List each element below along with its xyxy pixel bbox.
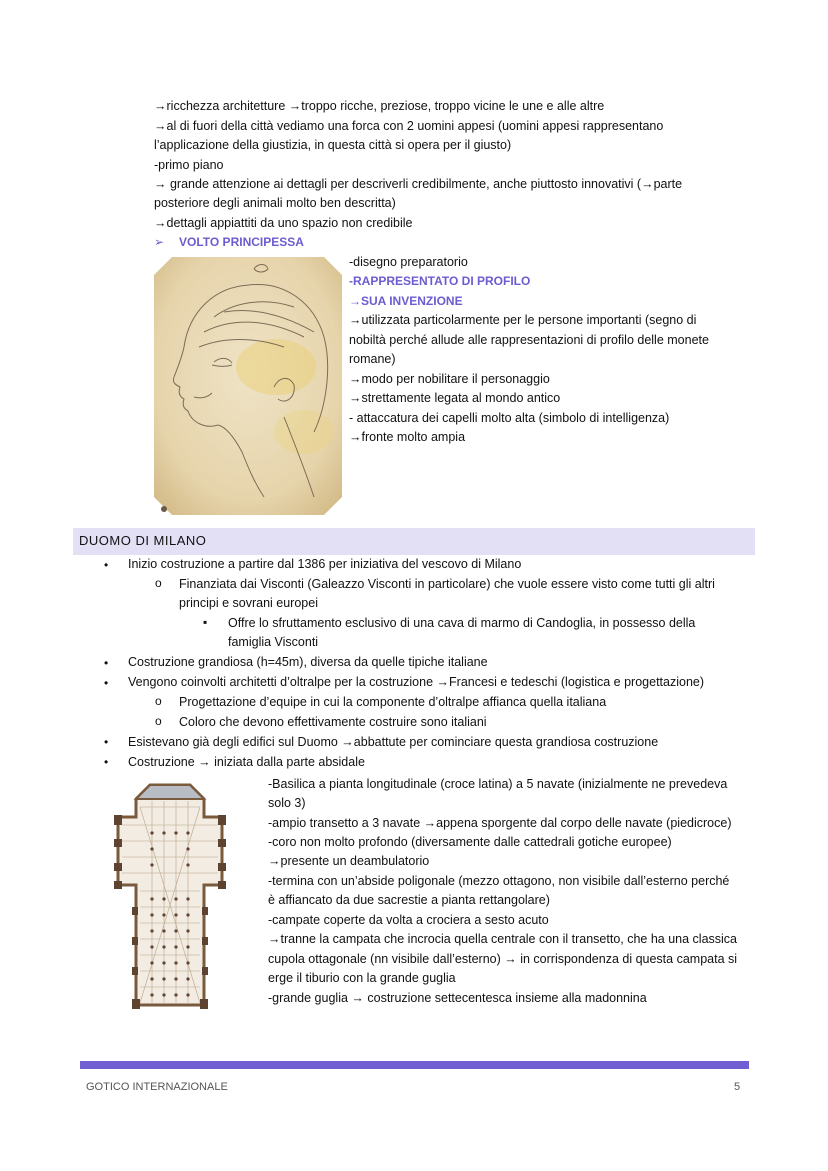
duomo-bullet-5: Costruzione → iniziata dalla parte absidale	[128, 755, 365, 769]
plan-note-5: →presente un deambulatorio	[268, 854, 430, 868]
princess-portrait-image	[154, 257, 342, 515]
plan-note-8: -campate coperte da volta a crociera a sesto acuto	[268, 913, 549, 927]
portrait-note-10: →fronte molto ampia	[349, 430, 466, 444]
bullet-disc: •	[104, 755, 109, 769]
duomo-sub-1b: principi e sovrani europei	[179, 596, 318, 610]
plan-note-4: -coro non molto profondo (diversamente dalle cattedrali gotiche europee)	[268, 835, 672, 849]
heading-volto-principessa: VOLTO PRINCIPESSA	[179, 235, 304, 249]
bullet-circle: o	[155, 694, 162, 708]
section-header-duomo	[73, 528, 755, 555]
bullet-circle: o	[155, 714, 162, 728]
plan-note-12: -grande guglia → costruzione settecentesca insieme alla madonnina	[268, 991, 647, 1005]
portrait-note-9: - attaccatura dei capelli molto alta (simbolo di intelligenza)	[349, 411, 670, 425]
duomo-sub-3a: Progettazione d’equipe in cui la componente d’oltralpe affianca quella italiana	[179, 695, 607, 709]
duomo-bullet-2: Costruzione grandiosa (h=45m), diversa da quelle tipiche italiane	[128, 655, 488, 669]
intro-line-2: →al di fuori della città vediamo una forca con 2 uomini appesi (uomini appesi rappresentano	[154, 119, 664, 133]
portrait-note-7: →modo per nobilitare il personaggio	[349, 372, 550, 386]
plan-note-11: erge il tiburio con la grande guglia	[268, 971, 456, 985]
duomo-sub-2b: famiglia Visconti	[228, 635, 319, 649]
heading-bullet: ➢	[154, 235, 165, 249]
bullet-disc: •	[104, 676, 109, 690]
bullet-square: ▪	[203, 615, 208, 629]
bullet-disc: •	[104, 558, 109, 572]
section-title: DUOMO DI MILANO	[79, 533, 207, 548]
plan-note-10: cupola ottagonale (nn visibile dall’esterno) → in corrispondenza di questa campata si	[268, 952, 738, 966]
portrait-note-2: -RAPPRESENTATO DI PROFILO	[349, 274, 531, 288]
duomo-sub-2a: Offre lo sfruttamento esclusivo di una cava di marmo di Candoglia, in possesso della	[228, 616, 696, 630]
portrait-note-3: →SUA INVENZIONE	[349, 294, 463, 308]
duomo-bullet-3: Vengono coinvolti architetti d’oltralpe per la costruzione →Francesi e tedeschi (logistica e progettazione)	[128, 675, 705, 689]
duomo-bullet-1: Inizio costruzione a partire dal 1386 per iniziativa del vescovo di Milano	[128, 557, 522, 571]
bullet-disc: •	[104, 735, 109, 749]
plan-note-9: →tranne la campata che incrocia quella centrale con il transetto, che ha una classica	[268, 932, 738, 946]
plan-note-6: -termina con un’abside poligonale (mezzo ottagono, non visibile dall’esterno perché	[268, 874, 730, 888]
portrait-note-5: nobiltà perché allude alle rappresentazioni di profilo delle monete	[349, 333, 709, 347]
duomo-floor-plan-image	[100, 777, 240, 1012]
intro-line-7: →dettagli appiattiti da uno spazio non credibile	[154, 216, 413, 230]
plan-note-3: -ampio transetto a 3 navate →appena sporgente dal corpo delle navate (piedicroce)	[268, 816, 732, 830]
page-number: 5	[734, 1081, 741, 1093]
plan-note-7: è affiancato da due sacrestie a pianta rettangolare)	[268, 893, 550, 907]
duomo-sub-1a: Finanziata dai Visconti (Galeazzo Visconti in particolare) che vuole essere visto come tutti gli altri	[179, 577, 715, 591]
portrait-note-4: →utilizzata particolarmente per le persone importanti (segno di	[349, 313, 697, 327]
intro-line-4: -primo piano	[154, 158, 224, 172]
footer-divider	[80, 1061, 749, 1069]
duomo-bullet-4: Esistevano già degli edifici sul Duomo →abbattute per cominciare questa grandiosa costruzione	[128, 735, 659, 749]
portrait-note-1: -disegno preparatorio	[349, 255, 468, 269]
plan-note-2: solo 3)	[268, 796, 306, 810]
portrait-note-6: romane)	[349, 352, 396, 366]
portrait-note-8: →strettamente legata al mondo antico	[349, 391, 561, 405]
footer-title: GOTICO INTERNAZIONALE	[86, 1081, 228, 1093]
intro-line-1: →ricchezza architetture →troppo ricche, preziose, troppo vicine le une e alle altre	[154, 99, 605, 113]
intro-line-3: l’applicazione della giustizia, in questa città si opera per il giusto)	[154, 138, 512, 152]
duomo-sub-3b: Coloro che devono effettivamente costruire sono italiani	[179, 715, 487, 729]
plan-note-1: -Basilica a pianta longitudinale (croce latina) a 5 navate (inizialmente ne prevedeva	[268, 777, 728, 791]
bullet-circle: o	[155, 576, 162, 590]
intro-line-5: → grande attenzione ai dettagli per descriverli credibilmente, anche piuttosto innovativi (→parte	[154, 177, 683, 191]
intro-line-6: posteriore degli animali molto ben descritta)	[154, 196, 396, 210]
bullet-disc: •	[104, 656, 109, 670]
